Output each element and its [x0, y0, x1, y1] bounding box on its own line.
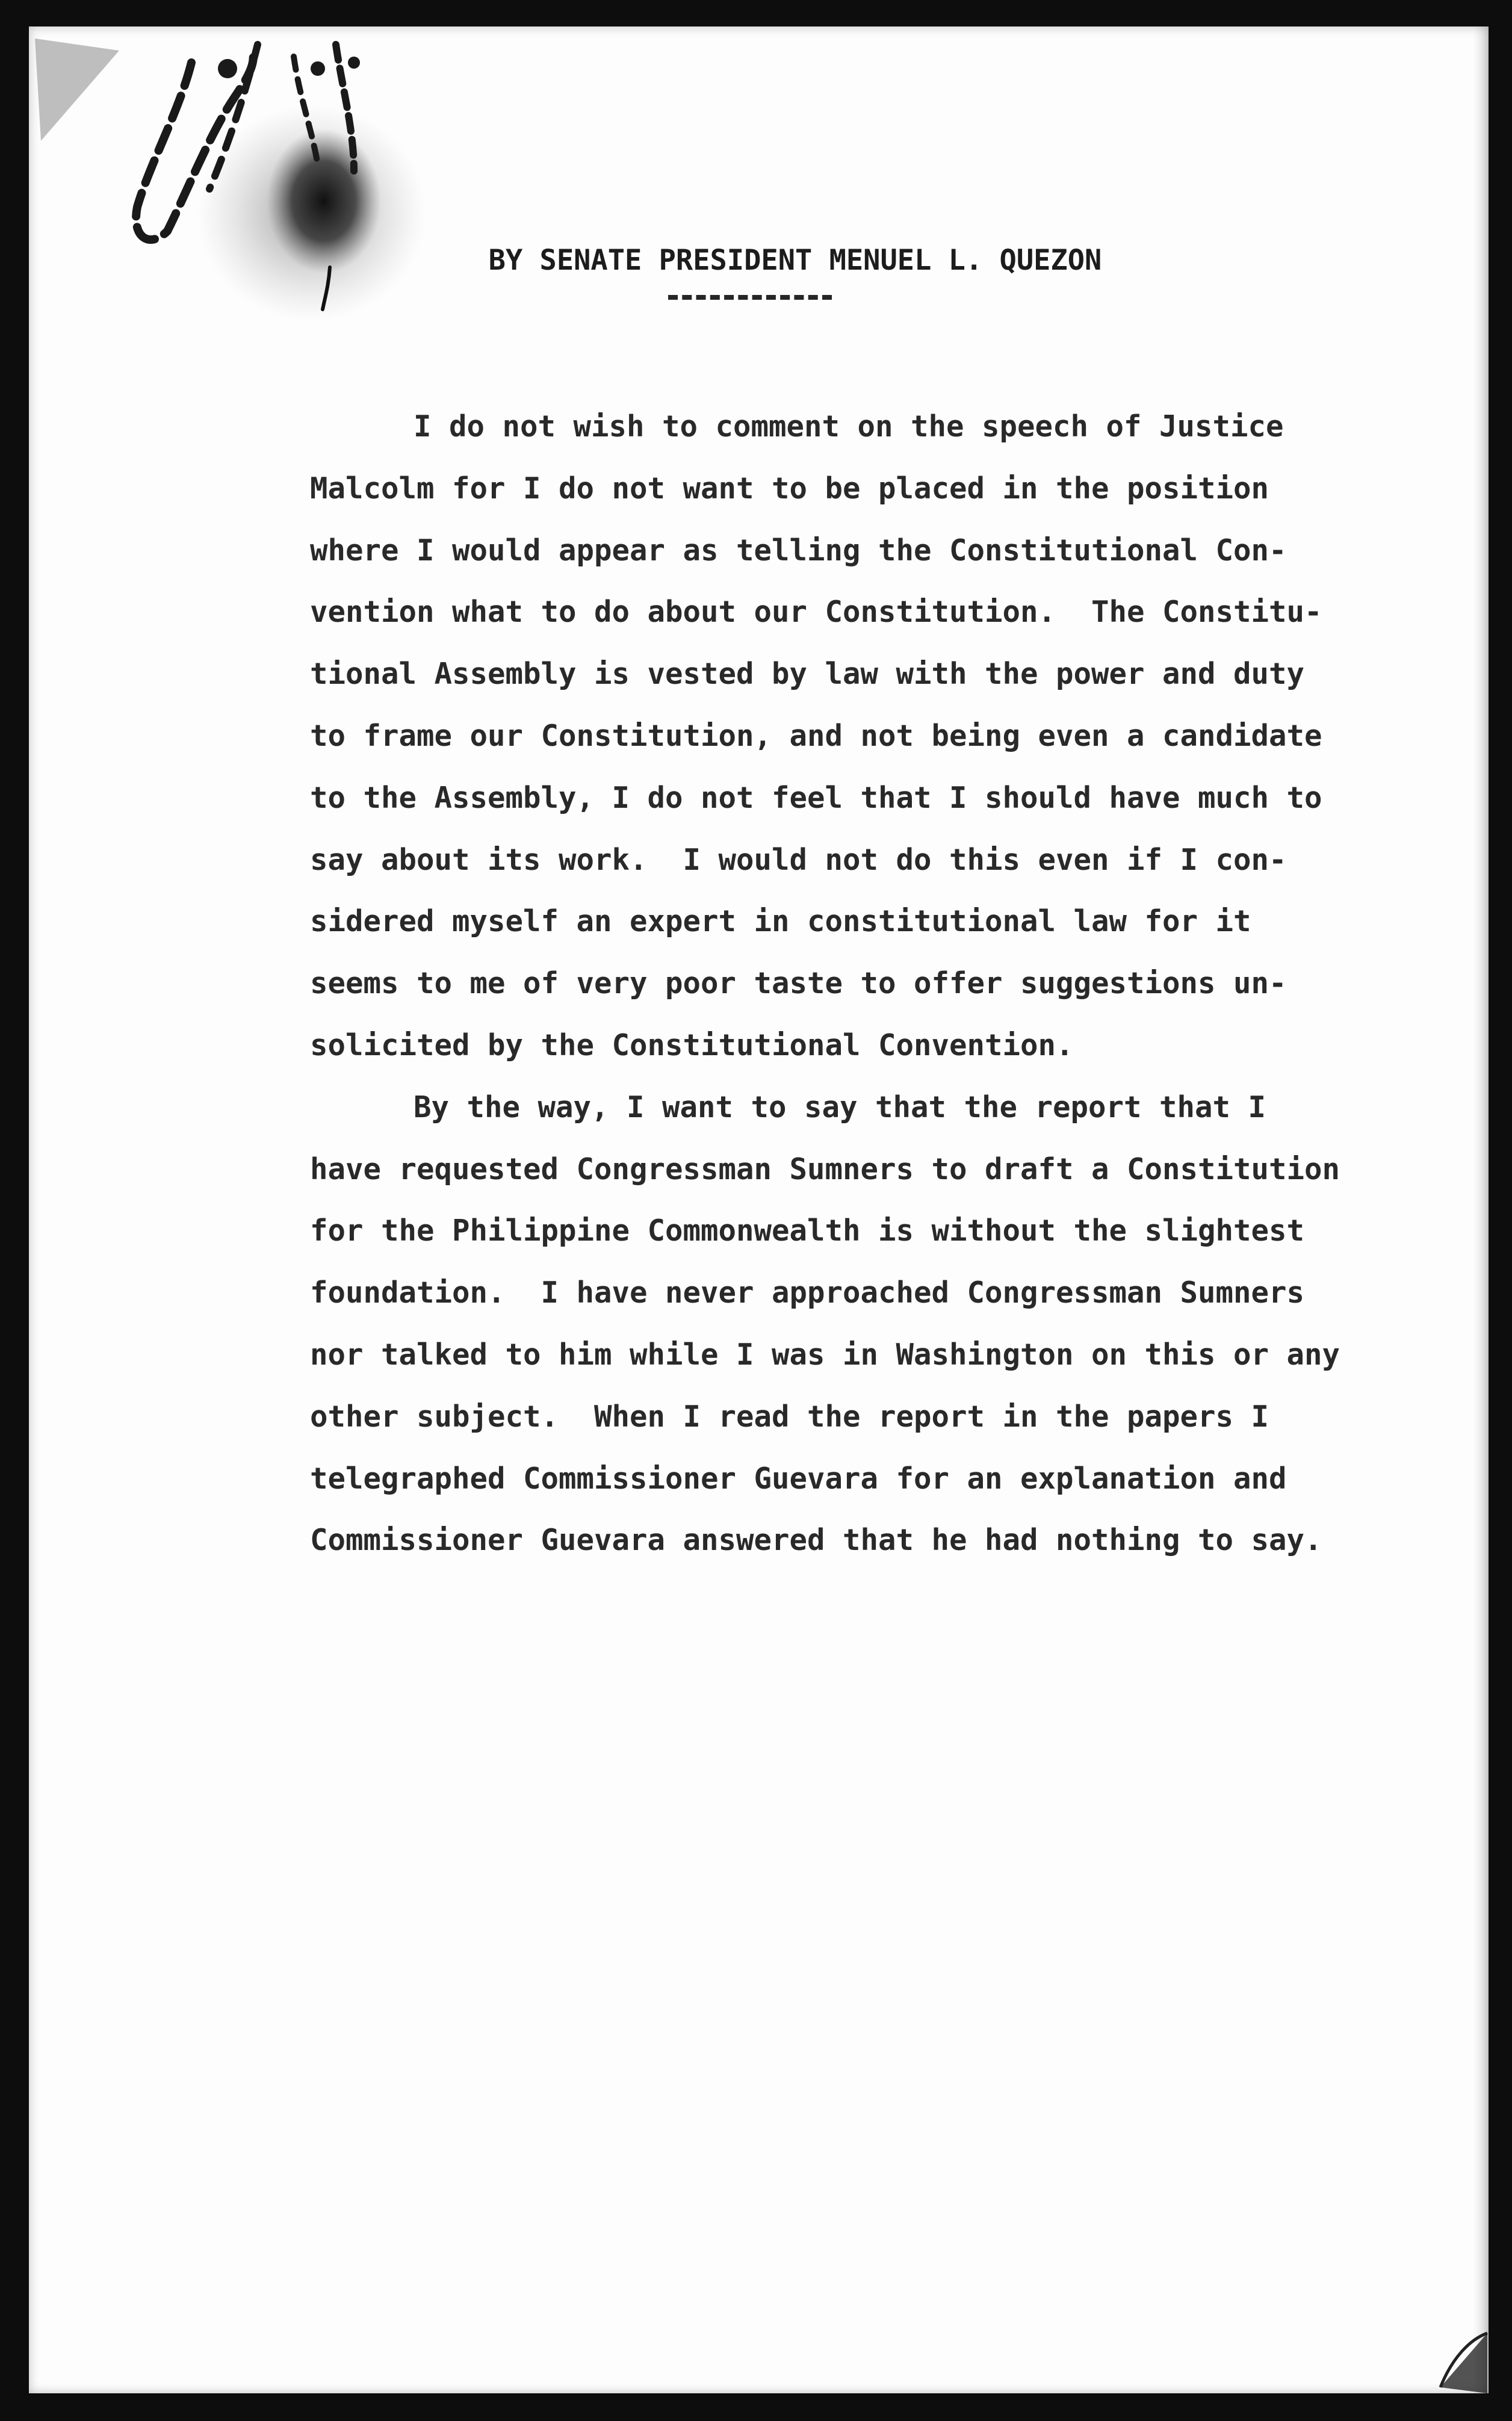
paragraph-line: Malcolm for I do not want to be placed in the position [310, 471, 1269, 506]
paragraph-line: other subject. When I read the report in the papers I [310, 1399, 1269, 1434]
paragraph-line: say about its work. I would not do this even if I con- [310, 842, 1287, 877]
page-edge-shadow [1473, 26, 1489, 2393]
paragraph-line: By the way, I want to say that the report that I [414, 1090, 1266, 1124]
document-title: BY SENATE PRESIDENT MENUEL L. QUEZON [488, 244, 1102, 277]
paragraph-2 [310, 1077, 1369, 1572]
paragraph-line: I do not wish to comment on the speech of Justice [414, 409, 1284, 444]
paragraph-line: foundation. I have never approached Congressman Sumners [310, 1276, 1305, 1310]
paragraph-line: tional Assembly is vested by law with the power and duty [310, 657, 1305, 692]
document-body [310, 396, 1369, 1572]
paragraph-line: solicited by the Constitutional Convention. [310, 1028, 1074, 1062]
paragraph-line: to the Assembly, I do not feel that I should have much to [310, 780, 1322, 815]
paragraph-line: seems to me of very poor taste to offer suggestions un- [310, 966, 1287, 1001]
paragraph-line: where I would appear as telling the Constitutional Con- [310, 533, 1287, 568]
paragraph-line: Commissioner Guevara answered that he had nothing to say. [310, 1523, 1322, 1558]
paragraph-line: sidered myself an expert in constitutional law for it [310, 904, 1251, 939]
paragraph-line: nor talked to him while I was in Washington on this or any [310, 1337, 1340, 1372]
paragraph-1 [310, 396, 1369, 1077]
paragraph-line: for the Philippine Commonwealth is without the slightest [310, 1214, 1305, 1248]
title-underline [668, 295, 832, 305]
ink-stain-icon [29, 26, 450, 364]
paragraph-line: telegraphed Commissioner Guevara for an explanation and [310, 1461, 1287, 1496]
paragraph-line: to frame our Constitution, and not being even a candidate [310, 718, 1322, 753]
paragraph-line: have requested Congressman Sumners to draft a Constitution [310, 1152, 1340, 1186]
paragraph-line: vention what to do about our Constitution. The Constitu- [310, 595, 1322, 630]
